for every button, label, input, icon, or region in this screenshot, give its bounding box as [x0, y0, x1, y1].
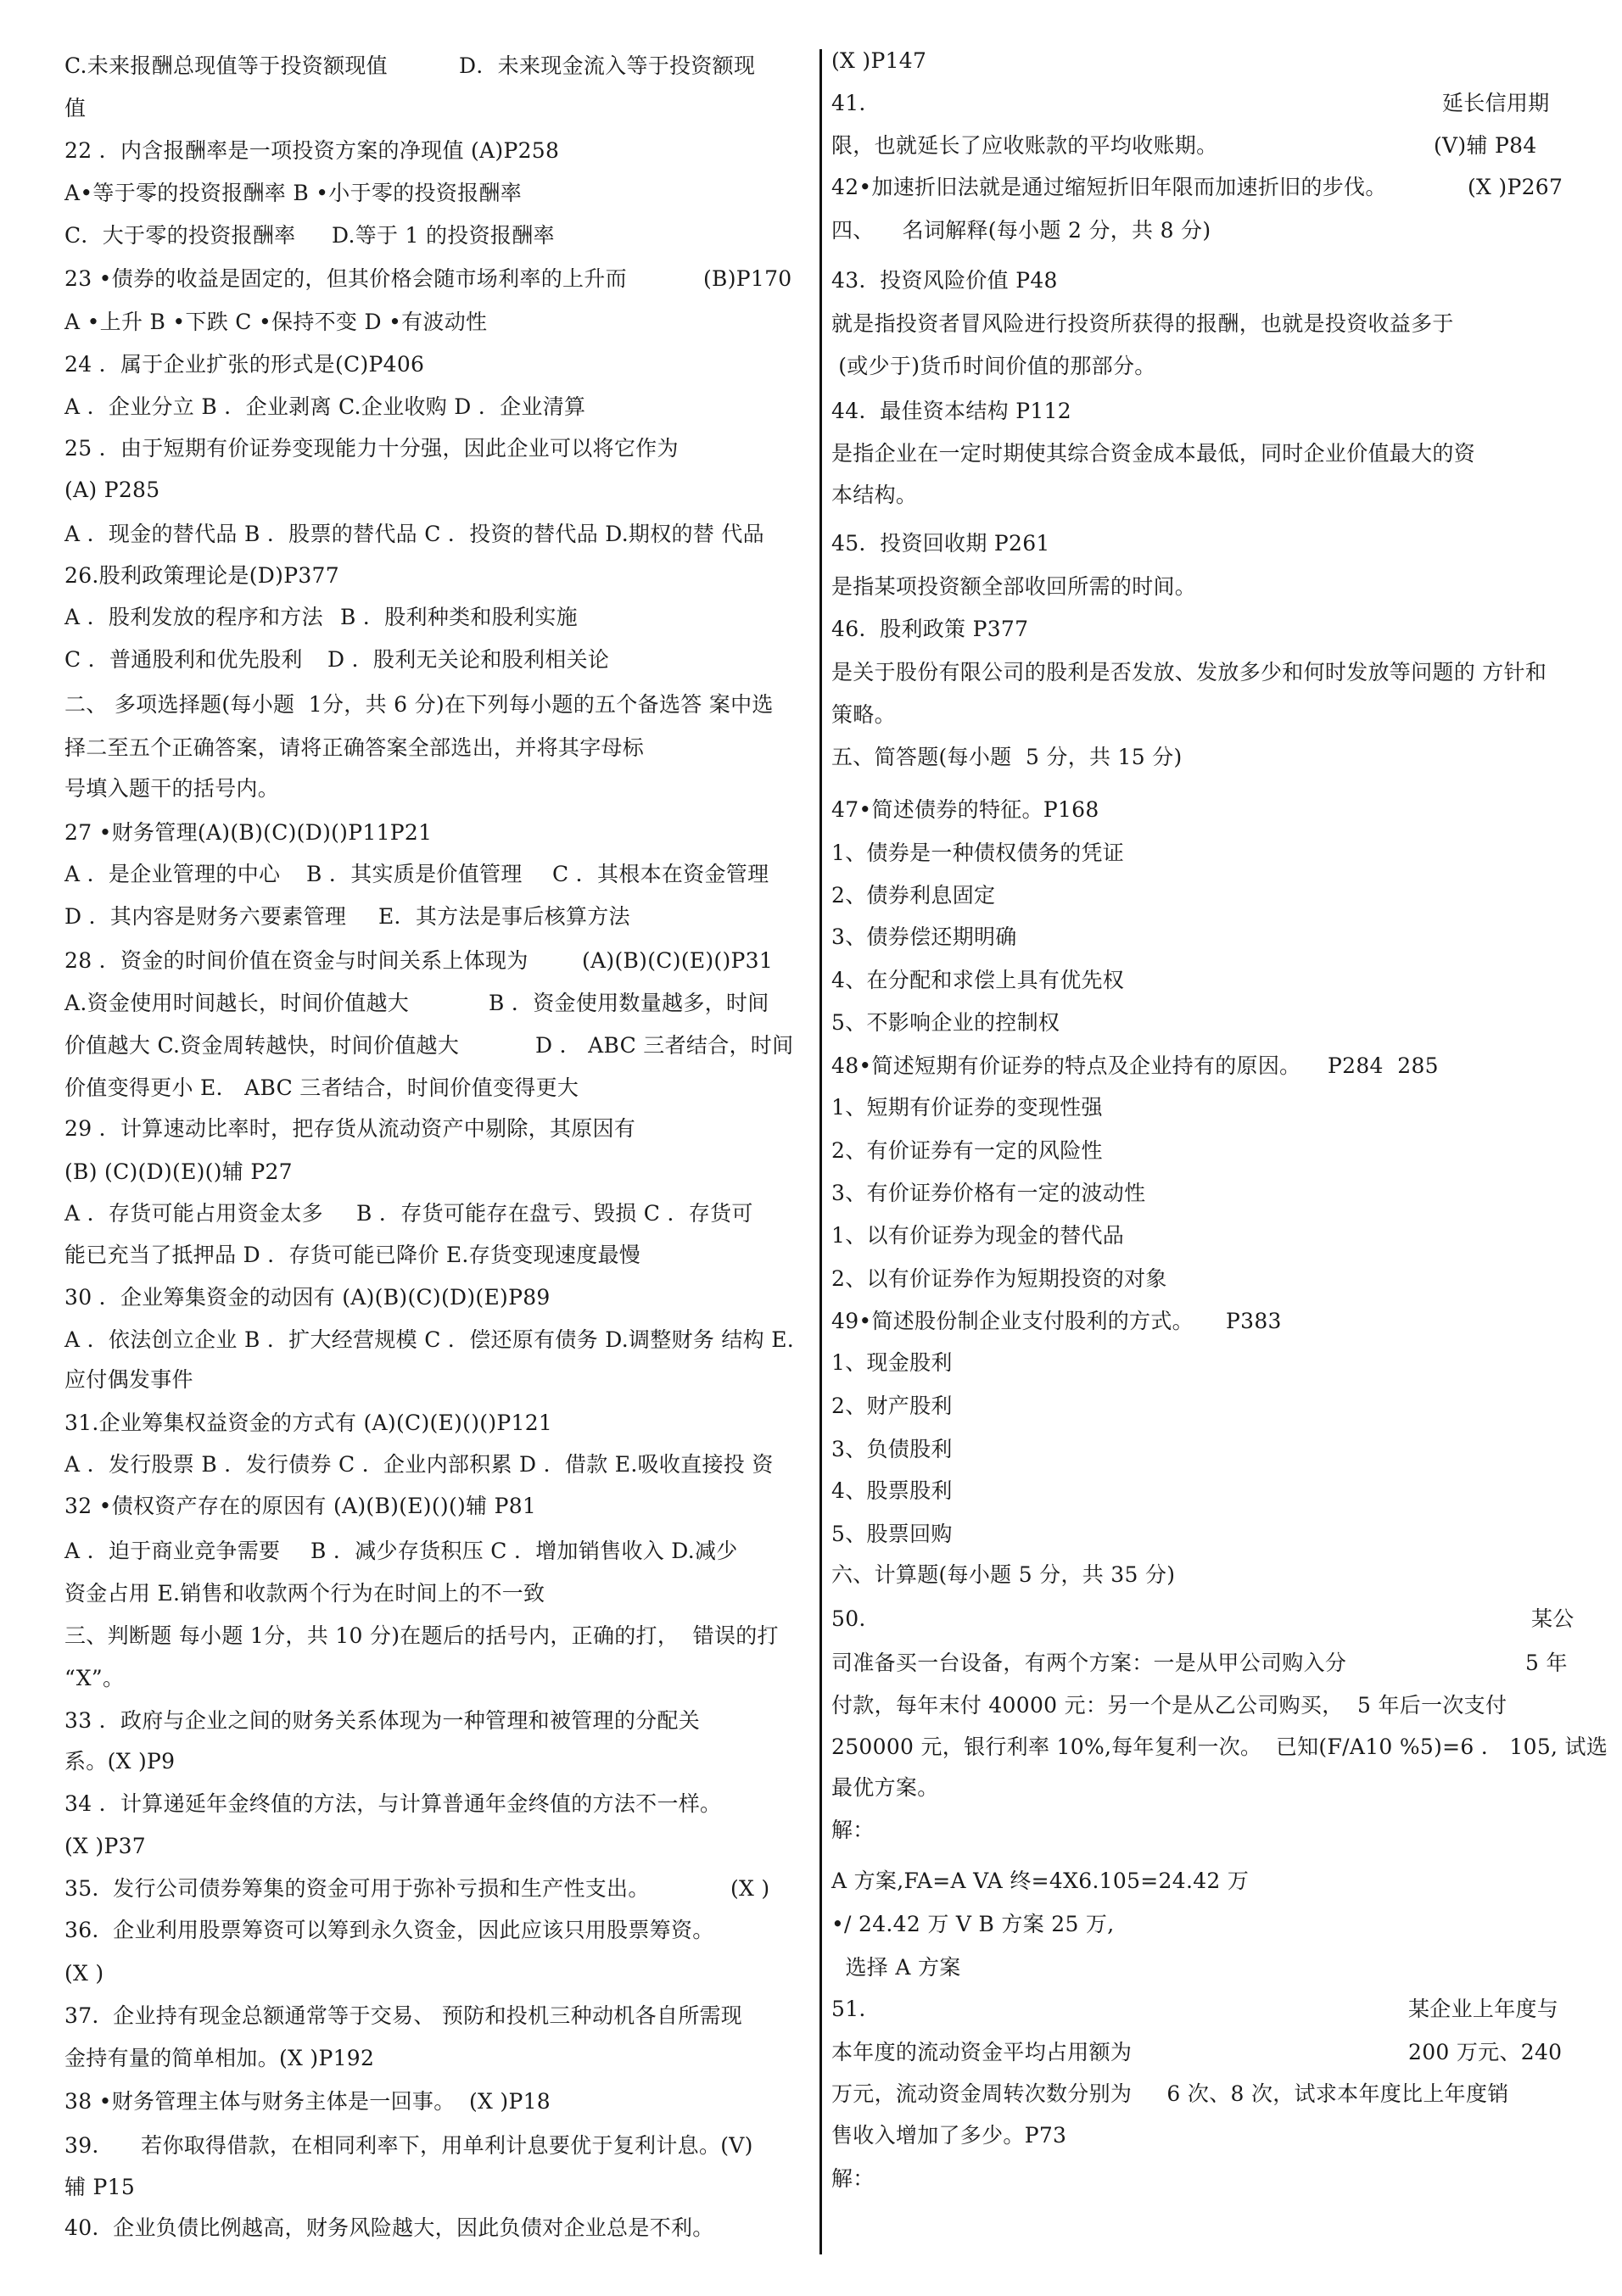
right-line-text: 5、股票回购 [831, 1522, 953, 1546]
right-line [831, 574, 1574, 600]
right-line-text: 是指企业在一定时期使其综合资金成本最低，同时企业价值最大的资 [831, 441, 1476, 466]
right-line-text: 44. 最佳资本结构 P112 [831, 399, 1071, 423]
left-line-text: A ．股利发放的程序和方法 [64, 605, 323, 629]
left-line-text: C ．普通股利和优先股利 [64, 647, 303, 672]
left-line [64, 2133, 811, 2159]
right-line [831, 268, 1574, 293]
left-line-text: A ．迫于商业竞争需要 [64, 1539, 281, 1563]
column-divider [819, 49, 822, 2254]
right-line-text: 售收入增加了多少。P73 [831, 2123, 1067, 2148]
left-line [64, 1243, 811, 1268]
right-line [831, 1775, 1574, 1801]
left-line [64, 1033, 811, 1059]
right-line [831, 797, 1574, 823]
left-line [64, 53, 811, 79]
right-line-text: 3、有价证券价格有一定的波动性 [831, 1181, 1146, 1205]
left-line-text: 27 •财务管理(A)(B)(C)(D)()P11P21 [64, 820, 433, 845]
left-line-text: D．未来现金流入等于投资额现 [459, 53, 756, 78]
left-line [64, 223, 811, 249]
left-line [64, 776, 811, 802]
left-line [64, 2089, 811, 2114]
left-line [64, 563, 811, 589]
right-line-text: 限，也就延长了应收账款的平均收账期。 [831, 133, 1218, 158]
right-line-text: 45. 投资回收期 P261 [831, 531, 1050, 556]
left-line-text: 价值变得更小 E． ABC 三者结合，时间价值变得更大 [64, 1075, 579, 1100]
right-line-text: 解： [831, 2166, 875, 2191]
left-line-text: (B)P170 [703, 266, 792, 291]
right-line [831, 1309, 1574, 1334]
left-line-text: 系。(X )P9 [64, 1749, 176, 1774]
right-line-text: 万元，流动资金周转次数分别为 6 次、8 次，试求本年度比上年度销 [831, 2081, 1509, 2106]
left-line-text: A ．发行股票 B ．发行债券 C ．企业内部积累 D ．借款 E.吸收直接投 资 [64, 1452, 774, 1477]
right-line [831, 175, 1574, 200]
left-line-text: 33 ．政府与企业之间的财务关系体现为一种管理和被管理的分配关 [64, 1708, 701, 1733]
left-line [64, 1285, 811, 1310]
left-line-text: (X )P37 [64, 1834, 146, 1858]
left-line [64, 2215, 811, 2241]
left-line-text: D ．股利无关论和股利相关论 [327, 647, 610, 672]
right-line-text: 就是指投资者冒风险进行投资所获得的报酬，也就是投资收益多于 [831, 311, 1454, 336]
right-line [831, 441, 1574, 466]
left-line [64, 948, 811, 974]
right-line-text: 4、股票股利 [831, 1478, 953, 1503]
right-line [831, 1181, 1574, 1206]
left-line-text: (B) (C)(D)(E)()辅 P27 [64, 1159, 293, 1184]
right-line-text: 200 万元、240 [1408, 2040, 1563, 2064]
left-line [64, 820, 811, 846]
left-line [64, 647, 811, 673]
left-line [64, 1327, 811, 1353]
left-line-text: 22 ．内含报酬率是一项投资方案的净现值 (A)P258 [64, 138, 560, 163]
right-line [831, 2040, 1574, 2065]
right-line [831, 1955, 1574, 1980]
left-line-text: B ．减少存货积压 C ．增加销售收入 D.减少 [310, 1539, 738, 1563]
right-line-text: (或少于)货币时间价值的那部分。 [831, 354, 1156, 378]
right-line-text: 策略。 [831, 702, 896, 727]
right-line [831, 1095, 1574, 1120]
right-line [831, 1997, 1574, 2022]
left-line [64, 1159, 811, 1185]
left-line-text: 40. 企业负债比例越高，财务风险越大，因此负债对企业总是不利。 [64, 2215, 714, 2240]
left-line-text: 辅 P15 [64, 2175, 136, 2199]
right-line-text: 2、有价证券有一定的风险性 [831, 1138, 1103, 1163]
left-line-text: 35. 发行公司债券筹集的资金可用于弥补亏损和生产性支出。 [64, 1876, 650, 1901]
left-line-text: D.等于 1 的投资报酬率 [332, 223, 555, 248]
left-line-text: B ．其实质是价值管理 [306, 862, 523, 886]
left-line-text: 值 [64, 96, 87, 120]
right-line [831, 133, 1574, 159]
right-line [831, 1223, 1574, 1249]
left-line-text: B ．存货可能存在盘亏、毁损 C ．存货可 [356, 1201, 753, 1226]
left-line [64, 991, 811, 1016]
left-line-text: 29 ．计算速动比率时，把存货从流动资产中剔除，其原因有 [64, 1116, 636, 1141]
left-line [64, 1494, 811, 1519]
right-line-text: 四、 名词解释(每小题 2 分，共 8 分) [831, 218, 1211, 243]
left-line-text: 25 ．由于短期有价证券变现能力十分强，因此企业可以将它作为 [64, 436, 679, 461]
left-line-text: 二、 多项选择题(每小题 1分，共 6 分)在下列每小题的五个备选答 案中选 [64, 692, 774, 717]
left-line-text: C.未来报酬总现值等于投资额现值 [64, 53, 388, 78]
right-line-text: 1、债券是一种债权债务的凭证 [831, 841, 1125, 865]
right-line-text: 某公 [1531, 1606, 1574, 1631]
left-line-text: 金持有量的简单相加。(X )P192 [64, 2046, 375, 2070]
right-line-text: 本结构。 [831, 483, 918, 507]
right-line-text: 49•简述股份制企业支付股利的方式。 [831, 1309, 1194, 1333]
left-line-text: A •上升 B •下跌 C •保持不变 D •有波动性 [64, 310, 488, 334]
left-line [64, 1201, 811, 1226]
left-line [64, 1791, 811, 1817]
right-line [831, 1437, 1574, 1462]
right-line-text: 某企业上年度与 [1408, 1997, 1559, 2021]
right-line [831, 702, 1574, 728]
right-line [831, 531, 1574, 556]
right-line-text: 2、以有价证券作为短期投资的对象 [831, 1266, 1167, 1291]
left-line-text: 择二至五个正确答案，请将正确答案全部选出，并将其字母标 [64, 735, 645, 760]
left-line-text: 26.股利政策理论是(D)P377 [64, 563, 339, 588]
left-line-text: (A)(B)(C)(E)()P31 [582, 948, 774, 973]
right-line [831, 1522, 1574, 1547]
right-line [831, 2081, 1574, 2107]
right-line [831, 617, 1574, 642]
left-line-text: 能已充当了抵押品 D ．存货可能已降价 E.存货变现速度最慢 [64, 1243, 641, 1267]
left-line [64, 1539, 811, 1564]
left-line [64, 266, 811, 292]
right-line [831, 1818, 1574, 1843]
right-line-text: (X )P147 [831, 48, 927, 73]
left-line-text: (X ) [64, 1961, 104, 1986]
right-line [831, 1562, 1574, 1588]
right-line [831, 745, 1574, 770]
right-line [831, 1693, 1574, 1718]
left-line-text: 24 ．属于企业扩张的形式是(C)P406 [64, 352, 425, 377]
left-line-text: 32 •债权资产存在的原因有 (A)(B)(E)()()辅 P81 [64, 1494, 537, 1518]
left-line-text: A•等于零的投资报酬率 B •小于零的投资报酬率 [64, 181, 523, 205]
right-line [831, 1010, 1574, 1036]
right-line-text: •/ 24.42 万 V B 方案 25 万, [831, 1912, 1115, 1936]
left-line [64, 904, 811, 930]
right-line [831, 1266, 1574, 1292]
right-line [831, 968, 1574, 993]
left-line [64, 1581, 811, 1606]
left-line [64, 1918, 811, 1943]
right-line-text: 250000 元，银行利率 10%,每年复利一次。 已知(F/A10 %5)=6 ． 105, 试选 [831, 1735, 1608, 1759]
right-line-text: 43. 投资风险价值 P48 [831, 268, 1058, 293]
right-line-text: 46. 股利政策 P377 [831, 617, 1029, 641]
right-line-text: 延长信用期 [1442, 91, 1550, 115]
right-line-text: (V)辅 P84 [1434, 133, 1537, 158]
left-line-text: E．其方法是事后核算方法 [378, 904, 630, 929]
right-line-text: 51. [831, 1997, 866, 2021]
right-line-text: 41. [831, 91, 866, 115]
right-line [831, 883, 1574, 908]
left-line [64, 2003, 811, 2029]
left-line-text: A ．是企业管理的中心 [64, 862, 281, 886]
left-line-text: 23 •债券的收益是固定的，但其价格会随市场利率的上升而 [64, 266, 627, 291]
left-line [64, 96, 811, 121]
left-line-text: 应付偶发事件 [64, 1367, 193, 1392]
right-line-text: 选择 A 方案 [831, 1955, 961, 1980]
left-line-text: 34 ．计算递延年金终值的方法，与计算普通年金终值的方法不一样。 [64, 1791, 722, 1816]
left-line [64, 735, 811, 761]
right-line [831, 1651, 1574, 1676]
right-line [831, 1394, 1574, 1419]
left-line [64, 692, 811, 718]
left-line-text: (A) P285 [64, 478, 160, 502]
right-line-text: 2、债券利息固定 [831, 883, 996, 908]
left-line [64, 181, 811, 206]
right-line [831, 660, 1574, 685]
right-line [831, 354, 1574, 379]
left-line [64, 1452, 811, 1478]
left-line [64, 1749, 811, 1774]
left-line [64, 310, 811, 335]
right-line-text: 3、负债股利 [831, 1437, 953, 1461]
left-line-text: 30 ．企业筹集资金的动因有 (A)(B)(C)(D)(E)P89 [64, 1285, 551, 1310]
right-line-text: 5 年 [1525, 1651, 1568, 1675]
left-line [64, 862, 811, 887]
right-line-text: 最优方案。 [831, 1775, 939, 1800]
left-line-text: “X”。 [64, 1666, 125, 1690]
right-line [831, 483, 1574, 508]
left-line-text: 号填入题干的括号内。 [64, 776, 280, 801]
left-line-text: D ．其内容是财务六要素管理 [64, 904, 347, 929]
right-line-text: 4、在分配和求偿上具有优先权 [831, 968, 1125, 992]
left-line-text: A.资金使用时间越长，时间价值越大 [64, 991, 410, 1015]
left-line [64, 138, 811, 164]
right-line [831, 1869, 1574, 1894]
right-line [831, 1912, 1574, 1937]
right-line [831, 1053, 1574, 1079]
right-line-text: 1、以有价证券为现金的替代品 [831, 1223, 1125, 1248]
right-line-text: 五、简答题(每小题 5 分，共 15 分) [831, 745, 1183, 769]
right-line-text: 司准备买一台设备，有两个方案：一是从甲公司购入分 [831, 1651, 1347, 1675]
left-line-text: 39. 若你取得借款，在相同利率下，用单利计息要优于复利计息。(V) [64, 2133, 753, 2158]
left-line [64, 2046, 811, 2071]
left-line [64, 1411, 811, 1436]
right-line [831, 218, 1574, 243]
left-line-text: A ．企业分立 B ．企业剥离 C.企业收购 D ．企业清算 [64, 394, 586, 419]
left-line-text: 28 ．资金的时间价值在资金与时间关系上体现为 [64, 948, 529, 973]
left-line-text: 价值越大 C.资金周转越快，时间价值越大 [64, 1033, 460, 1058]
left-line-text: 三、判断题 每小题 1分，共 10 分)在题后的括号内，正确的打， 错误的打 [64, 1623, 779, 1648]
right-line-text: 是指某项投资额全部收回所需的时间。 [831, 574, 1197, 599]
left-line-text: 31.企业筹集权益资金的方式有 (A)(C)(E)()()P121 [64, 1411, 553, 1435]
right-line-text: P284 285 [1328, 1053, 1439, 1078]
right-line-text: 1、短期有价证券的变现性强 [831, 1095, 1103, 1120]
left-line [64, 478, 811, 503]
left-line-text: 38 •财务管理主体与财务主体是一回事。 (X )P18 [64, 2089, 551, 2114]
left-line [64, 522, 811, 547]
right-line [831, 48, 1574, 74]
right-line-text: 解： [831, 1818, 875, 1842]
left-line [64, 1075, 811, 1101]
right-line [831, 1606, 1574, 1632]
left-line [64, 436, 811, 461]
right-line-text: (X )P267 [1468, 175, 1563, 199]
right-line-text: P383 [1226, 1309, 1282, 1333]
right-line [831, 1735, 1608, 1760]
right-line [831, 311, 1574, 337]
left-line-text: (X ) [730, 1876, 770, 1901]
left-line [64, 1961, 811, 1986]
left-line-text: D ． ABC 三者结合，时间 [535, 1033, 794, 1058]
left-line-text: A ．存货可能占用资金太多 [64, 1201, 323, 1226]
right-line [831, 1478, 1574, 1504]
right-line-text: 六、计算题(每小题 5 分，共 35 分) [831, 1562, 1176, 1587]
left-line [64, 1708, 811, 1734]
right-line-text: 5、不影响企业的控制权 [831, 1010, 1060, 1035]
right-line-text: 是关于股份有限公司的股利是否发放、发放多少和何时发放等问题的 方针和 [831, 660, 1547, 684]
right-line-text: 2、财产股利 [831, 1394, 953, 1418]
left-line [64, 1116, 811, 1142]
left-line-text: A ．现金的替代品 B ．股票的替代品 C ．投资的替代品 D.期权的替 代品 [64, 522, 764, 546]
right-line-text: 42•加速折旧法就是通过缩短折旧年限而加速折旧的步伐。 [831, 175, 1387, 199]
left-line [64, 394, 811, 420]
right-line-text: 付款，每年末付 40000 元：另一个是从乙公司购买， 5 年后一次支付 [831, 1693, 1507, 1718]
right-line [831, 2166, 1574, 2192]
left-line [64, 605, 811, 630]
left-line-text: 资金占用 E.销售和收款两个行为在时间上的不一致 [64, 1581, 545, 1606]
left-line [64, 1834, 811, 1859]
right-line-text: 47•简述债券的特征。P168 [831, 797, 1099, 822]
right-line [831, 91, 1574, 116]
right-line [831, 1138, 1574, 1164]
left-line [64, 1876, 811, 1902]
right-line-text: 本年度的流动资金平均占用额为 [831, 2040, 1133, 2064]
right-line-text: 48•简述短期有价证券的特点及企业持有的原因。 [831, 1053, 1301, 1078]
left-line [64, 1666, 811, 1691]
left-line [64, 352, 811, 377]
right-line-text: 3、债券偿还期明确 [831, 925, 1017, 949]
left-line-text: B ．资金使用数量越多，时间 [489, 991, 769, 1015]
right-line-text: 50. [831, 1606, 866, 1631]
left-line-text: A ．依法创立企业 B ．扩大经营规模 C ．偿还原有债务 D.调整财务 结构 E. [64, 1327, 795, 1352]
left-line [64, 1367, 811, 1393]
left-line-text: C ．其根本在资金管理 [552, 862, 769, 886]
left-line [64, 1623, 811, 1649]
left-line-text: 36. 企业利用股票筹资可以筹到永久资金，因此应该只用股票筹资。 [64, 1918, 714, 1942]
right-line [831, 399, 1574, 424]
right-line [831, 2123, 1574, 2148]
right-line-text: 1、现金股利 [831, 1350, 953, 1375]
right-line [831, 1350, 1574, 1376]
left-line-text: 37. 企业持有现金总额通常等于交易、 预防和投机三种动机各自所需现 [64, 2003, 743, 2028]
right-line-text: A 方案,FA=A VA 终=4X6.105=24.42 万 [831, 1869, 1250, 1893]
right-line [831, 925, 1574, 950]
left-line-text: C．大于零的投资报酬率 [64, 223, 296, 248]
left-line [64, 2175, 811, 2200]
right-line [831, 841, 1574, 866]
left-line-text: B ．股利种类和股利实施 [340, 605, 578, 629]
